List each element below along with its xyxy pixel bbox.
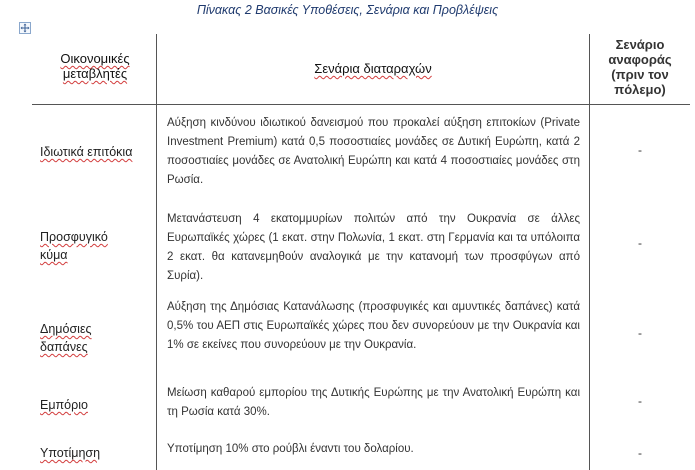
row-text-private-rates: Αύξηση κινδύνου ιδιωτικού δανεισμού που προκαλεί αύξηση επιτοκίων (Private Investment Premium) κατά 0,5 ποσοστιαίες μονάδες σε Δυτική Ευρώπη, κατά 2 ποσοστιαίες μονάδες σε Ανατολική Ευρώπη και κατά 4 ποσοστιαίες μονάδες στη Ρωσία. (167, 117, 580, 186)
row-label-devaluation: Υποτίμηση (40, 446, 101, 460)
column-divider-2 (589, 34, 590, 470)
header-economic-variables: Οικονομικές μεταβλητές (60, 51, 130, 81)
row-label-trade: Εμπόριο (40, 398, 88, 412)
row-reference-devaluation: - (638, 446, 642, 460)
row-reference-trade: - (638, 394, 642, 408)
row-text-devaluation: Υποτίμηση 10% στο ρούβλι έναντι του δολαρίου. (167, 443, 414, 455)
row-text-refugee-wave: Μετανάστευση 4 εκατομμυρίων πολιτών από την Ουκρανία σε άλλες Ευρωπαϊκές χώρες (1 εκατ. στην Πολωνία, 1 εκατ. στη Γερμανία και τα υπόλοιπα 2 εκατ. θα κατανεμηθούν αναλογικά με την κατανομή των προσφύγων από Συρία). (167, 213, 580, 282)
header-divider (32, 104, 690, 105)
column-divider-1 (156, 34, 157, 470)
table-caption: Πίνακας 2 Βασικές Υποθέσεις, Σενάρια και Προβλέψεις (196, 3, 499, 17)
row-label-public-spending: Δημόσιες δαπάνες (40, 322, 92, 354)
row-reference-private-rates: - (638, 143, 642, 157)
row-label-private-rates: Ιδιωτικά επιτόκια (40, 145, 133, 159)
table-move-handle-icon[interactable] (19, 22, 31, 34)
row-reference-refugee-wave: - (638, 236, 642, 250)
row-text-public-spending: Αύξηση της Δημόσιας Κατανάλωσης (προσφυγικές και αμυντικές δαπάνες) κατά 0,5% του ΑΕΠ στις Ευρωπαϊκές χώρες που δεν συνορεύουν με την Ουκρανία και 1% σε εκείνες που συνορεύουν με την Ουκρανία. (167, 301, 580, 351)
row-text-trade: Μείωση καθαρού εμπορίου της Δυτικής Ευρώπης με την Ανατολική Ευρώπη και τη Ρωσία κατά 30%. (167, 387, 580, 418)
header-reference-scenario: Σενάριο αναφοράς (πριν τον πόλεμο) (608, 37, 672, 97)
row-label-refugee-wave: Προσφυγικό κύμα (40, 230, 108, 262)
header-shock-scenarios: Σενάρια διαταραχών (314, 61, 432, 76)
row-reference-public-spending: - (638, 326, 642, 340)
